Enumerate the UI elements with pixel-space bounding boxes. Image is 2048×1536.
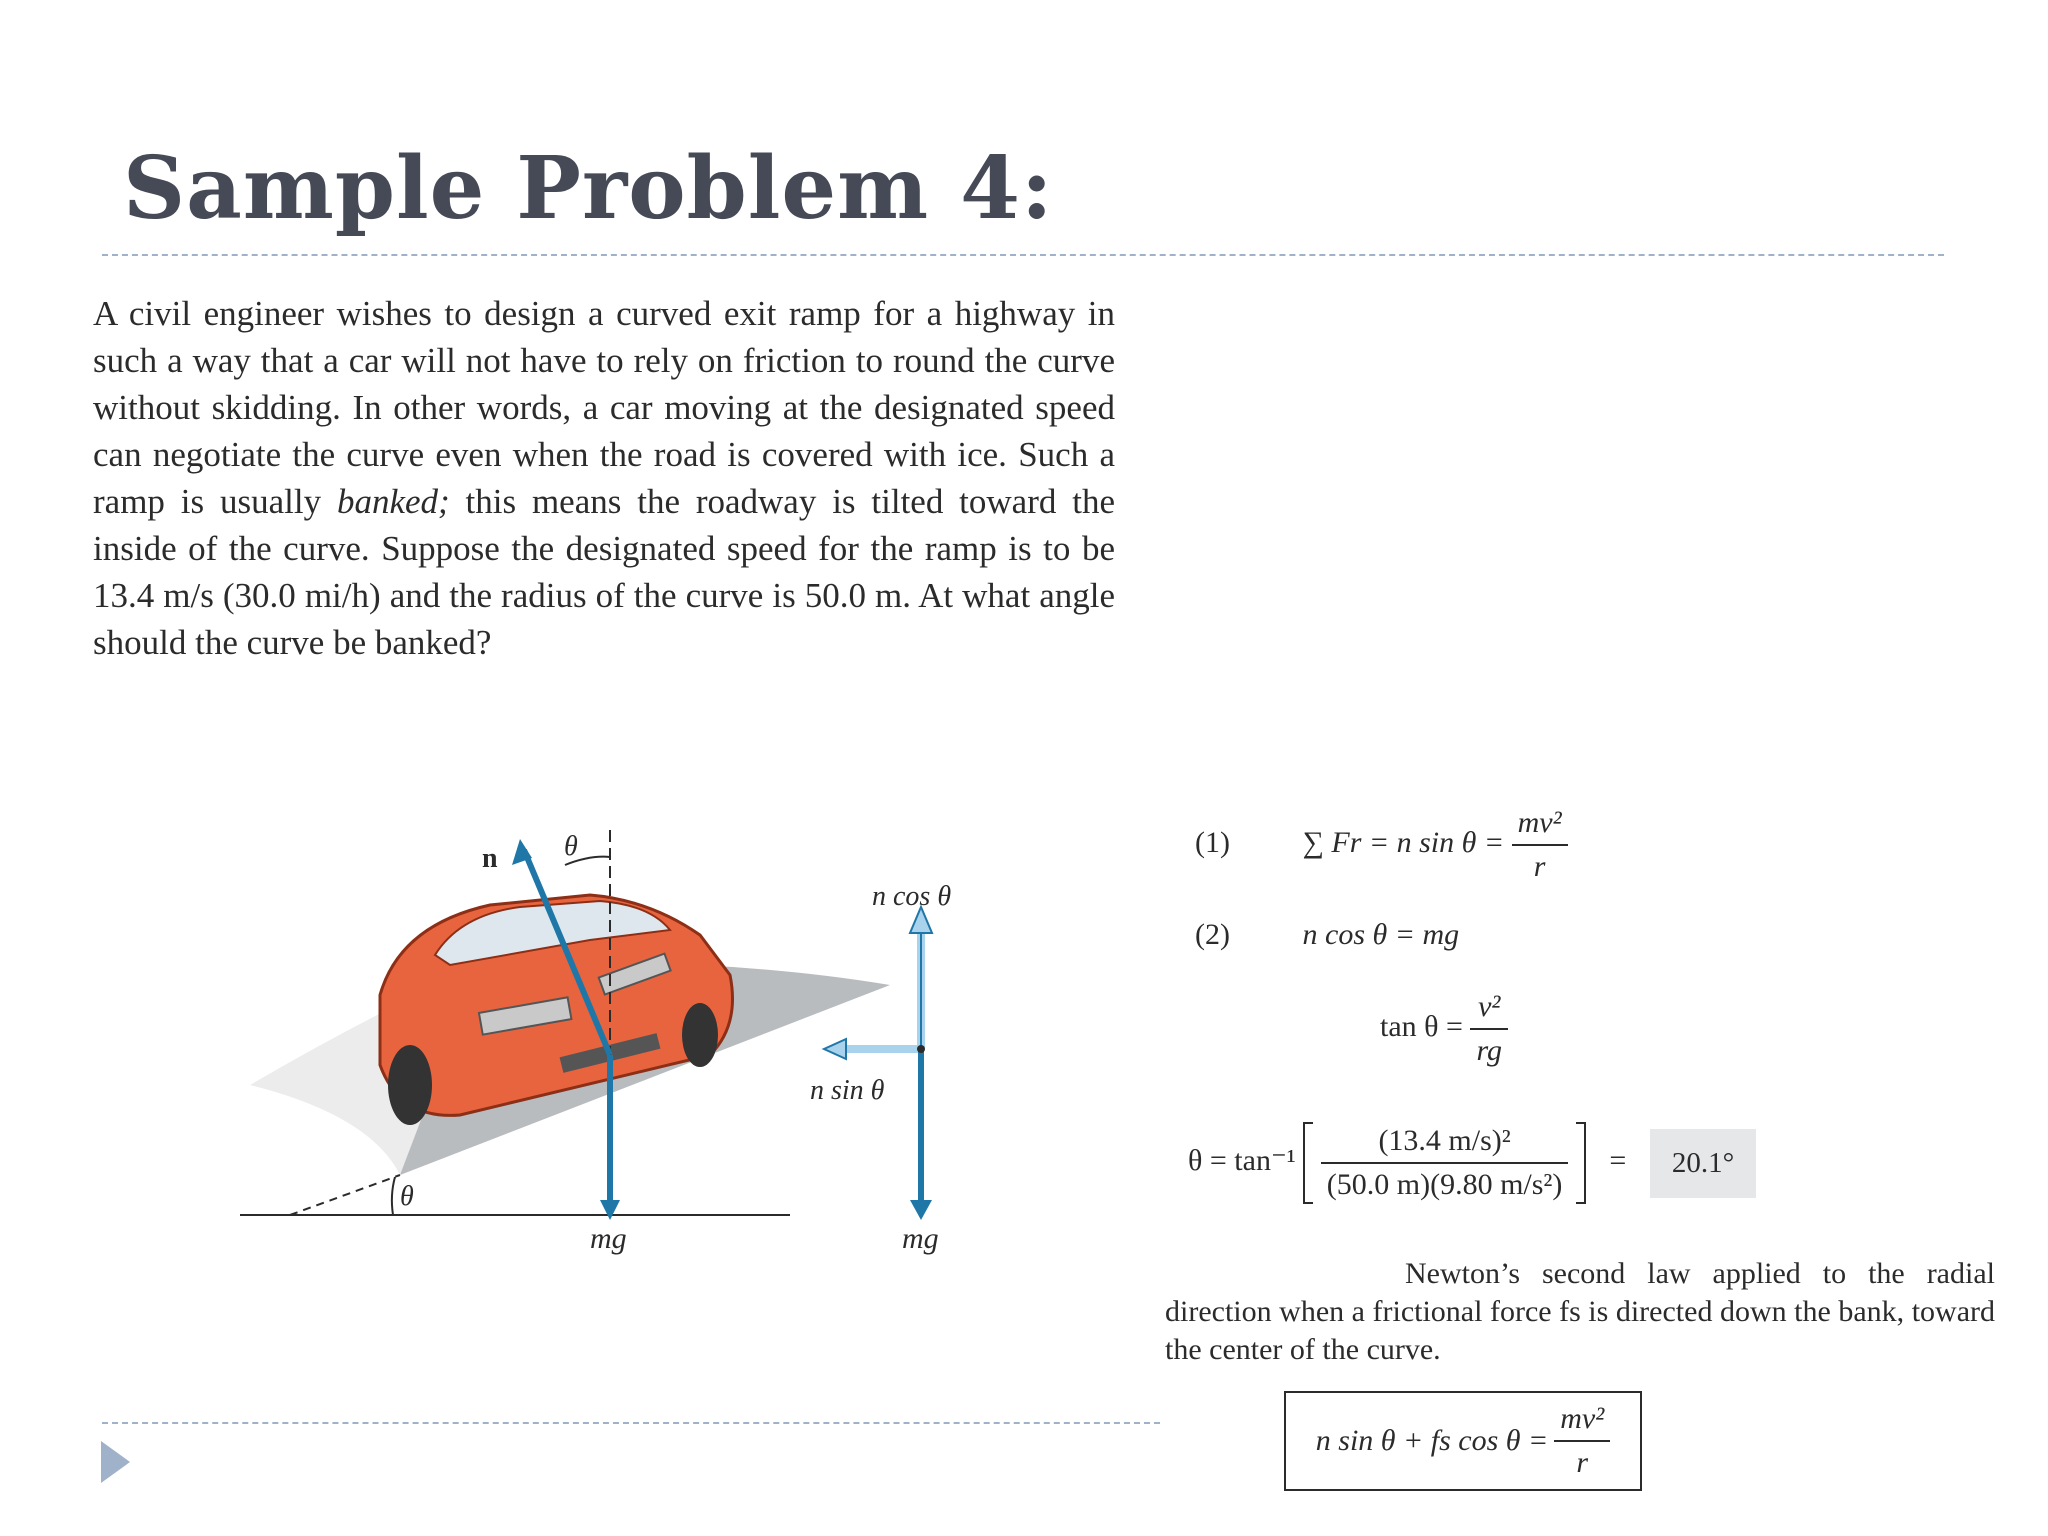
tan-lhs: tan θ = xyxy=(1380,1009,1463,1043)
equation-2 xyxy=(1195,918,1459,952)
problem-text-part2: this means the roadway is tilted toward the inside of the curve. Suppose the designated speed for the ramp is to be 13.4 m/s (30.0 mi/h) and the radius of the curve is 50.0 m. At what angle should the curve be banked? xyxy=(93,482,1115,662)
gravity-arrowhead-car xyxy=(600,1200,620,1220)
bank-dashed-line xyxy=(290,1175,400,1215)
fbd-origin xyxy=(917,1045,925,1053)
label-theta-bottom: θ xyxy=(400,1181,414,1212)
bank-angle-arc xyxy=(392,1177,395,1215)
label-nsin: n sin θ xyxy=(810,1075,885,1106)
boxed-equation xyxy=(1284,1391,1642,1491)
answer-box: 20.1° xyxy=(1650,1129,1756,1198)
bottom-divider xyxy=(102,1422,1160,1424)
equals-sign: = xyxy=(1609,1143,1627,1177)
gravity-arrowhead-fbd xyxy=(910,1200,932,1220)
right-bracket xyxy=(1576,1122,1586,1204)
problem-emphasis: banked; xyxy=(336,482,450,521)
label-ncos: n cos θ xyxy=(872,881,952,912)
problem-statement xyxy=(93,290,1115,666)
label-theta-top: θ xyxy=(564,831,578,862)
slide-title: Sample Problem 4: xyxy=(123,138,1054,239)
boxed-lhs: n sin θ + fs cos θ = xyxy=(1315,1424,1549,1457)
label-n: n xyxy=(482,843,498,874)
label-mg-car: mg xyxy=(590,1222,627,1255)
theta-lhs: θ = tan⁻¹ xyxy=(1188,1143,1296,1177)
equation-1-fraction: $\frac{\text{mv²}}{r}$ xyxy=(1512,806,1568,884)
theta-solution xyxy=(1188,1122,1756,1204)
tan-equation xyxy=(1380,990,1508,1068)
problem-text-part1: A civil engineer wishes to design a curved exit ramp for a highway in such a way that a car will not have to rely on friction to round the curve without skidding. In other words, a car moving at the designated speed can negotiate the curve even when the road is covered with ice. Such a ramp is usually xyxy=(93,294,1115,521)
theta-fraction: $\frac{\text{(13.4 m/s)²}}{\text{(50.0 m)(9.80 m/s²)}}$ xyxy=(1321,1124,1569,1202)
left-bracket xyxy=(1303,1122,1313,1204)
boxed-fraction: $\frac{\text{mv²}}{r}$ xyxy=(1554,1402,1610,1480)
equation-1-number: (1) xyxy=(1195,825,1230,859)
equation-2-number: (2) xyxy=(1195,918,1230,951)
nsin-arrowhead xyxy=(824,1039,846,1059)
tan-fraction: $\frac{\text{v²}}{rg}$ xyxy=(1470,990,1508,1068)
figure-caption: Newton’s second law applied to the radial direction when a frictional force fs is directed down the bank, toward the center of the curve. xyxy=(1165,1257,1995,1366)
title-divider xyxy=(102,254,1944,256)
equation-1 xyxy=(1195,806,1568,884)
banked-curve-diagram xyxy=(230,815,1030,1285)
next-slide-arrow-icon[interactable] xyxy=(101,1441,130,1483)
equation-1-lhs: ∑ Fr = n sin θ = xyxy=(1302,825,1505,859)
label-mg-fbd: mg xyxy=(902,1222,939,1255)
equation-2-body: n cos θ = mg xyxy=(1302,918,1460,951)
